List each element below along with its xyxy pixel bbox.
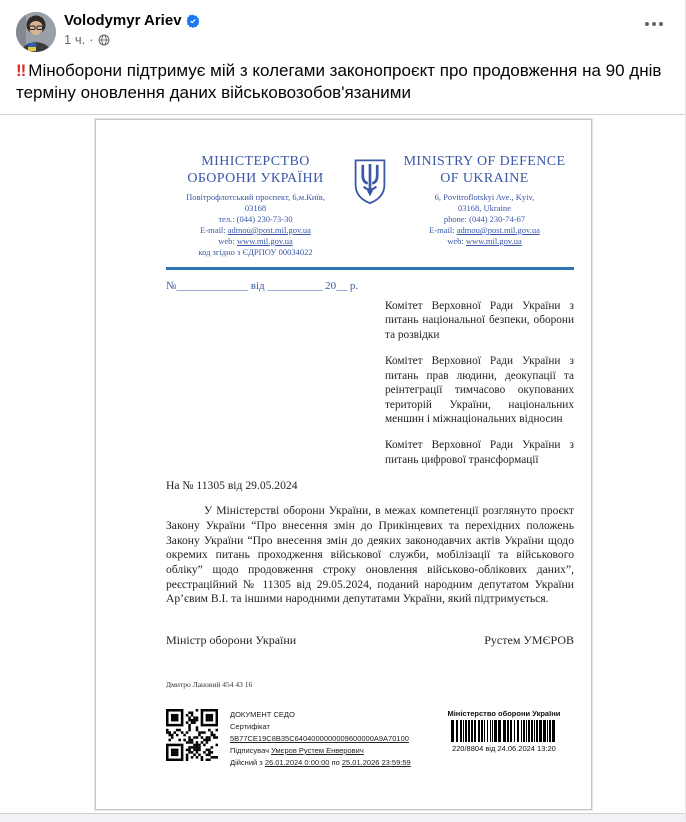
ua-email: E-mail: admou@post.mil.gov.ua bbox=[200, 224, 311, 235]
qr-code bbox=[166, 709, 218, 761]
addressee-list bbox=[385, 299, 574, 467]
signature-row bbox=[166, 633, 574, 648]
ua-address-line: 03168 bbox=[244, 202, 267, 213]
ua-phone: тел.: (044) 230-73-30 bbox=[218, 213, 293, 224]
dot-icon bbox=[645, 22, 649, 26]
en-address-line: 03168, Ukraine bbox=[458, 202, 511, 213]
verified-badge-icon bbox=[186, 14, 200, 28]
registration-number: 220/8804 від 24.06.2024 13:20 bbox=[451, 744, 556, 754]
post-meta bbox=[64, 12, 639, 47]
ministry-title-en: MINISTRY OF DEFENCE OF UKRAINE bbox=[403, 154, 566, 186]
en-email: E-mail: admou@post.mil.gov.ua bbox=[429, 224, 540, 235]
reference-blank-line: №_____________ від __________ 20__ р. bbox=[166, 280, 359, 293]
next-section-peek bbox=[0, 814, 685, 821]
trident-emblem-icon bbox=[345, 154, 395, 206]
sedo-footer bbox=[166, 709, 574, 769]
letterhead-divider bbox=[166, 267, 574, 270]
dot-icon bbox=[652, 22, 656, 26]
post-text bbox=[0, 52, 685, 114]
stamp-organization: Міністерство оборони України bbox=[447, 709, 561, 719]
post-text-body: Міноборони підтримує мій з колегами законопроєкт про продовження на 90 днів терміну оновлення даних військовозобов'язаними bbox=[16, 61, 662, 103]
ministry-title-ua: МІНІСТЕРСТВО ОБОРОНИ УКРАЇНИ bbox=[187, 154, 324, 186]
dot-icon bbox=[659, 22, 663, 26]
addressee-committee: Комітет Верховної Ради України з питань прав людини, деокупації та реінтеграції тимчасово окупованих територій України, національних меншин і міжнаціональних відносин bbox=[385, 355, 574, 425]
letterhead-en bbox=[395, 154, 574, 247]
timestamp[interactable] bbox=[64, 32, 639, 47]
post-header bbox=[0, 0, 685, 52]
reply-reference: На № 11305 від 29.05.2024 bbox=[166, 479, 298, 493]
letterhead bbox=[166, 154, 574, 258]
author-name[interactable]: Volodymyr Ariev bbox=[64, 12, 182, 29]
addressee-committee: Комітет Верховної Ради України з питань національної безпеки, оборони та розвідки bbox=[385, 300, 574, 341]
timestamp-separator: · bbox=[89, 32, 94, 47]
en-web: web: www.mil.gov.ua bbox=[447, 235, 522, 246]
timestamp-text: 1 ч. bbox=[64, 32, 86, 47]
sedo-certificate: Сертифікат 5B77CE19C8B35C6404000000009600000A9A70100 bbox=[230, 722, 409, 744]
sedo-title: ДОКУМЕНТ СЕДО bbox=[230, 710, 295, 720]
document-page bbox=[95, 119, 592, 810]
globe-icon bbox=[98, 34, 110, 46]
addressee-committee: Комітет Верховної Ради України з питань цифрової трансформації bbox=[385, 439, 574, 466]
ua-address-line: Повітрофлотський проспект, 6,м.Київ, bbox=[186, 191, 325, 202]
sedo-signature-info bbox=[230, 709, 434, 769]
avatar[interactable] bbox=[16, 12, 56, 52]
barcode bbox=[448, 720, 560, 742]
sedo-signer: Підписувач Умєров Рустем Енверович bbox=[230, 746, 364, 756]
registration-stamp bbox=[434, 709, 574, 753]
signer-title: Міністр оборони України bbox=[166, 633, 297, 648]
letterhead-ua bbox=[166, 154, 345, 258]
ua-web: web: www.mil.gov.ua bbox=[218, 235, 293, 246]
post-image-attachment[interactable] bbox=[0, 114, 685, 813]
sedo-validity: Дійсний з 26.01.2024 0:00:00 по 25.01.2026 23:59:59 bbox=[230, 758, 411, 768]
executor-contact: Дмитро Лановий 454 43 16 bbox=[166, 680, 253, 690]
ua-edrpou: код згідно з ЄДРПОУ 00034022 bbox=[198, 247, 313, 258]
en-address-line: 6, Povitroflotskyi Ave., Kyiv, bbox=[434, 191, 535, 202]
more-options-button[interactable] bbox=[639, 12, 669, 36]
double-exclamation-emoji: ‼ bbox=[16, 61, 26, 80]
en-phone: phone: (044) 230-74-67 bbox=[443, 213, 526, 224]
letter-body: У Міністерстві оборони України, в межах компетенції розглянуто проєкт Закону України “Про внесення змін до Прикінцевих та перехідних положень Закону України “Про внесення змін до деяких законодавчих актів України щодо окремих питань проходження військової служби, мобілізації та військового обліку” щодо продовження строку оновлення військово-облікових даних”, реєстраційний № 11305 від 29.05.2024, поданий народним депутатом України Ар’євим В.І. та іншими народними депутатами України, який підтримується. bbox=[166, 504, 574, 606]
signer-name: Рустем УМЄРОВ bbox=[484, 633, 574, 648]
